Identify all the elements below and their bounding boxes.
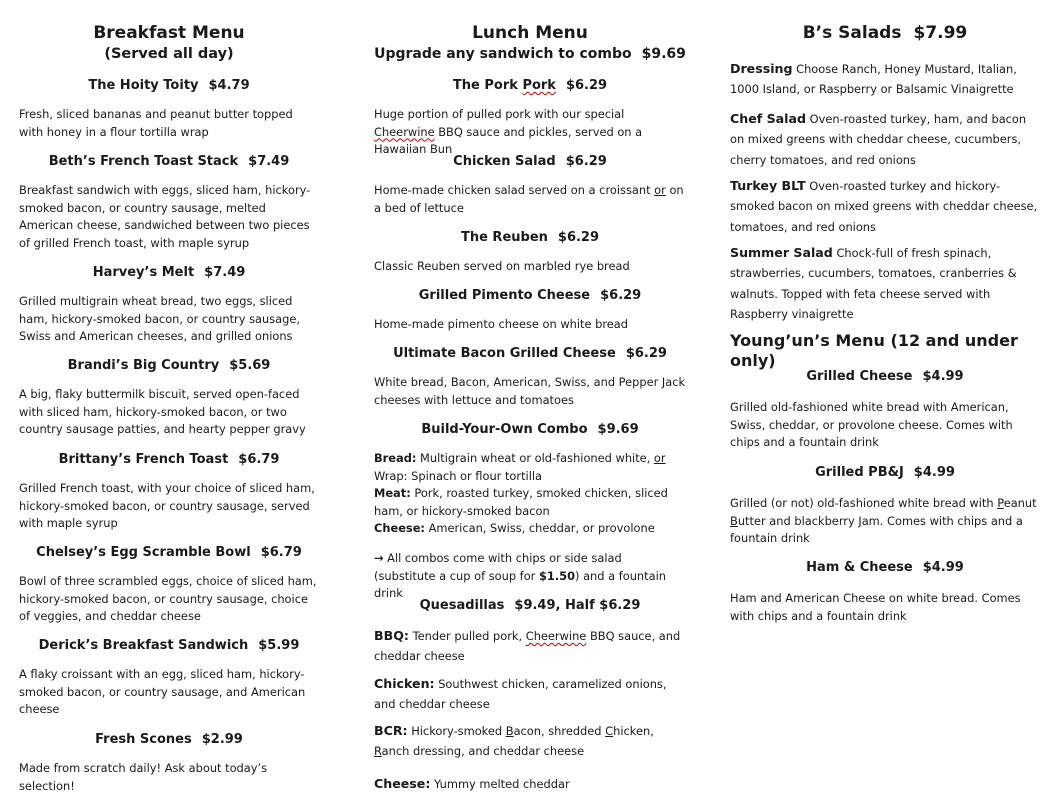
item-description: A big, flaky buttermilk biscuit, served open-faced with sliced ham, hickory-smoked bacon, or two country sausage patties, and hearty pepper gravy bbox=[19, 387, 306, 437]
item-description: A flaky croissant with an egg, sliced ham, hickory-smoked bacon, or country sausage, and American cheese bbox=[19, 667, 306, 717]
menu-item-hoity-toity: The Hoity Toity $4.79 bbox=[88, 78, 250, 93]
menu-item-build-your-own-combo: Build-Your-Own Combo $9.69 bbox=[421, 422, 639, 437]
salad-dressing: Dressing Choose Ranch, Honey Mustard, Italian, 1000 Island, or Raspberry or Balsamic Vinaigrette bbox=[730, 61, 1017, 97]
menu-item-french-toast-stack: Beth’s French Toast Stack $7.49 bbox=[48, 154, 290, 169]
quesadilla-bcr: BCR: Hickory-smoked Bacon, shredded Chicken, Ranch dressing, and cheddar cheese bbox=[374, 723, 654, 759]
quesadilla-cheese: Cheese: Yummy melted cheddar bbox=[374, 776, 570, 791]
menu-item-quesadillas: Quesadillas $9.49, Half $6.29 bbox=[419, 598, 641, 613]
menu-item-kids-ham-cheese: Ham & Cheese $4.99 bbox=[806, 560, 964, 575]
combo-note: → All combos come with chips or side salad (substitute a cup of soup for $1.50) and a fountain drink bbox=[374, 551, 666, 601]
salad-chef: Chef Salad Oven-roasted turkey, ham, and bacon on mixed greens with cheddar cheese, cucumbers, cherry tomatoes, and red onions bbox=[730, 111, 1027, 167]
younguns-title: Young’un’s Menu (12 and under only) bbox=[730, 331, 1018, 370]
menu-item-pimento-cheese: Grilled Pimento Cheese $6.29 bbox=[418, 288, 642, 303]
salads-title: B’s Salads $7.99 bbox=[802, 23, 968, 43]
menu-item-fresh-scones: Fresh Scones $2.99 bbox=[95, 732, 243, 747]
menu-item-kids-grilled-cheese: Grilled Cheese $4.99 bbox=[806, 369, 964, 384]
item-description: Fresh, sliced bananas and peanut butter topped with honey in a flour tortilla wrap bbox=[19, 107, 293, 139]
menu-item-harveys-melt: Harvey’s Melt $7.49 bbox=[92, 265, 246, 280]
menu-item-reuben: The Reuben $6.29 bbox=[460, 230, 600, 245]
item-description: Grilled French toast, with your choice of sliced ham, hickory-smoked bacon, or country sausage, served with maple syrup bbox=[19, 481, 315, 531]
item-description: White bread, Bacon, American, Swiss, and Pepper Jack cheeses with lettuce and tomatoes bbox=[374, 375, 686, 407]
quesadilla-bbq: BBQ: Tender pulled pork, Cheerwine BBQ sauce, and cheddar cheese bbox=[374, 628, 681, 664]
salad-turkey-blt: Turkey BLT Oven-roasted turkey and hickory-smoked bacon on mixed greens with cheddar cheese, tomatoes, and red onions bbox=[730, 178, 1038, 234]
menu-item-pork-pork: The Pork Pork $6.29 bbox=[452, 78, 608, 93]
salad-summer: Summer Salad Chock-full of fresh spinach, strawberries, cucumbers, tomatoes, cranberries & walnuts. Topped with feta cheese served with Raspberry vinaigrette bbox=[730, 245, 1017, 322]
item-description: Made from scratch daily! Ask about today’s selection! bbox=[19, 761, 268, 793]
item-description: Bowl of three scrambled eggs, choice of sliced ham, hickory-smoked bacon, or country sausage, choice of veggies, and cheddar cheese bbox=[19, 574, 317, 624]
menu-item-egg-scramble-bowl: Chelsey’s Egg Scramble Bowl $6.79 bbox=[36, 545, 302, 560]
lunch-subtitle: Upgrade any sandwich to combo $9.69 bbox=[374, 46, 686, 62]
lunch-title: Lunch Menu bbox=[472, 23, 588, 43]
breakfast-title: Breakfast Menu bbox=[93, 23, 245, 43]
menu-item-chicken-salad: Chicken Salad $6.29 bbox=[453, 154, 607, 169]
item-description: Huge portion of pulled pork with our special Cheerwine BBQ sauce and pickles, served on a Hawaiian Bun bbox=[374, 107, 643, 157]
item-description: Grilled (or not) old-fashioned white bread with Peanut Butter and blackberry Jam. Comes with chips and a fountain drink bbox=[730, 496, 1037, 546]
byo-options: Bread: Multigrain wheat or old-fashioned white, or Wrap: Spinach or flour tortilla Meat: Pork, roasted turkey, smoked chicken, sliced ham, or hickory-smoked bacon Cheese: American, Swiss, cheddar, or provolone bbox=[374, 451, 668, 536]
item-description: Ham and American Cheese on white bread. Comes with chips and a fountain drink bbox=[730, 591, 1021, 623]
menu-item-brittanys-french-toast: Brittany’s French Toast $6.79 bbox=[58, 452, 280, 467]
item-description: Home-made chicken salad served on a croissant or on a bed of lettuce bbox=[374, 183, 684, 215]
breakfast-subtitle: (Served all day) bbox=[104, 46, 234, 62]
item-description: Home-made pimento cheese on white bread bbox=[374, 317, 629, 331]
item-description: Classic Reuben served on marbled rye bread bbox=[374, 259, 630, 273]
menu-item-breakfast-sandwich: Derick’s Breakfast Sandwich $5.99 bbox=[38, 638, 300, 653]
menu-item-big-country: Brandi’s Big Country $5.69 bbox=[67, 358, 271, 373]
menu-item-bacon-grilled-cheese: Ultimate Bacon Grilled Cheese $6.29 bbox=[393, 346, 667, 361]
item-description: Breakfast sandwich with eggs, sliced ham, hickory-smoked bacon, or country sausage, melted American cheese, sandwiched between two pieces of grilled French toast, with maple syrup bbox=[19, 183, 311, 250]
arrow-right-icon: → bbox=[374, 551, 384, 565]
quesadilla-chicken: Chicken: Southwest chicken, caramelized onions, and cheddar cheese bbox=[374, 676, 667, 712]
item-description: Grilled multigrain wheat bread, two eggs, sliced ham, hickory-smoked bacon, or country sausage, Swiss and American cheeses, and grilled onions bbox=[19, 294, 300, 344]
item-description: Grilled old-fashioned white bread with American, Swiss, cheddar, or provolone cheese. Comes with chips and a fountain drink bbox=[730, 400, 1013, 450]
menu-item-kids-pbj: Grilled PB&J $4.99 bbox=[815, 465, 955, 480]
